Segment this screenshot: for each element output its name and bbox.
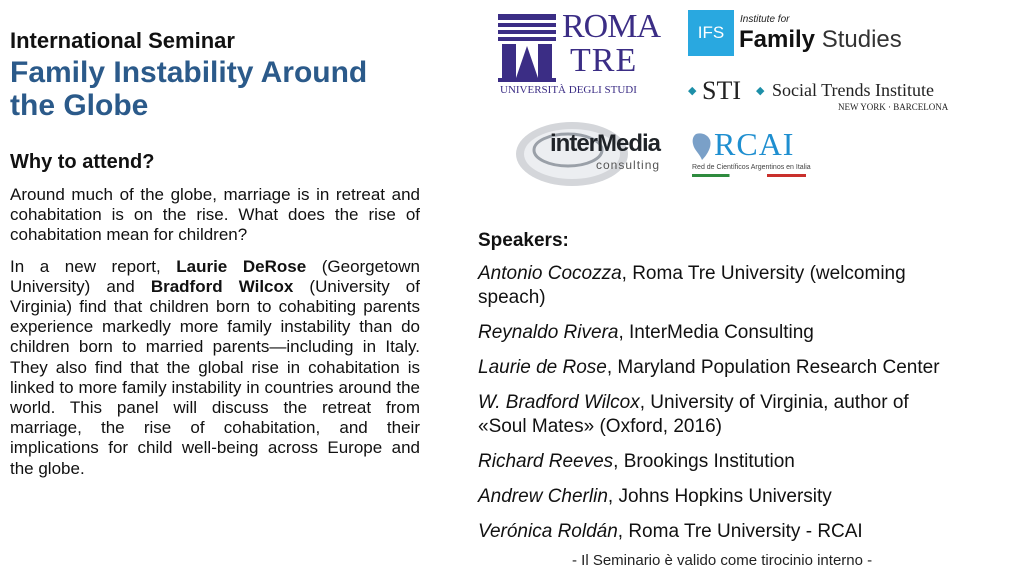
speakers-heading: Speakers: — [478, 230, 569, 251]
sti-sub: NEW YORK · BARCELONA — [838, 102, 949, 112]
footnote: - Il Seminario è valido come tirocinio interno - — [572, 552, 873, 569]
seminar-kicker: International Seminar — [10, 28, 235, 53]
why-paragraph-2 — [10, 257, 420, 479]
why-paragraph-1: Around much of the globe, marriage is in retreat and cohabitation is on the rise. What does the rise of cohabitation mean for children? — [10, 185, 420, 245]
roma-tre-emblem-icon — [498, 14, 558, 82]
sti-mark: STI — [702, 76, 741, 105]
speaker-affiliation-cont: speach) — [478, 287, 546, 308]
roma-tre-logo — [498, 8, 661, 102]
speaker-name: W. Bradford Wilcox — [478, 392, 640, 413]
ifs-studies: Studies — [815, 26, 902, 53]
speaker-affiliation: , Brookings Institution — [613, 451, 795, 472]
author-derose: Laurie DeRose — [176, 256, 307, 276]
ifs-name — [739, 26, 902, 54]
speaker-name: Reynaldo Rivera — [478, 322, 619, 343]
speaker-item — [478, 391, 1018, 439]
sti-dot-right-icon: ◆ — [756, 85, 765, 97]
roma-tre-sub: UNIVERSITÀ DEGLI STUDI — [500, 84, 637, 96]
para2-intro: In a new report, — [10, 256, 177, 276]
roma-tre-line2: TRE — [570, 42, 638, 79]
sponsor-logos — [490, 8, 990, 198]
intermedia-sub: consulting — [596, 158, 661, 172]
ifs-mark: IFS — [688, 10, 734, 56]
derose-affiliation: (Georgetown University) and — [10, 256, 421, 296]
ifs-logo — [688, 10, 908, 66]
roma-tre-line1: ROMA — [562, 8, 661, 45]
author-wilcox: Bradford Wilcox — [150, 276, 294, 296]
speaker-item — [478, 485, 1018, 509]
intermedia-name: interMedia — [550, 130, 661, 157]
speaker-name: Laurie de Rose — [478, 357, 607, 378]
speaker-item — [478, 450, 1018, 474]
speaker-name: Antonio Cocozza — [478, 263, 622, 284]
speaker-affiliation: , Roma Tre University - RCAI — [617, 521, 863, 542]
sti-name: Social Trends Institute — [772, 80, 935, 100]
sti-logo — [688, 78, 968, 118]
speaker-item — [478, 356, 1018, 380]
speaker-name: Andrew Cherlin — [478, 486, 608, 507]
rcai-name: RCAI — [714, 126, 795, 162]
speaker-name: Richard Reeves — [478, 451, 614, 472]
speaker-affiliation-cont: «Soul Mates» (Oxford, 2016) — [478, 416, 722, 437]
speakers-section — [478, 229, 1018, 555]
title-line-1: Family Instability Around — [10, 56, 368, 89]
title-line-2: the Globe — [10, 89, 149, 122]
speaker-item — [478, 262, 1018, 310]
speaker-affiliation: , Johns Hopkins University — [607, 486, 832, 507]
speaker-affiliation: , Roma Tre University (welcoming — [621, 263, 906, 284]
speaker-item — [478, 520, 1018, 544]
speaker-item — [478, 321, 1018, 345]
left-column — [10, 28, 420, 479]
ifs-small: Institute for — [740, 14, 790, 25]
speaker-affiliation: , Maryland Population Research Center — [606, 357, 940, 378]
intermedia-logo — [514, 116, 674, 192]
why-heading: Why to attend? — [10, 151, 155, 173]
sti-dot-left-icon: ◆ — [688, 85, 697, 97]
ifs-family: Family — [739, 26, 816, 53]
rcai-map-icon — [690, 132, 716, 162]
rcai-logo — [690, 126, 830, 186]
rcai-flag-bar — [692, 174, 806, 177]
speaker-affiliation: , InterMedia Consulting — [618, 322, 814, 343]
rcai-sub: Red de Científicos Argentinos en Italia — [692, 164, 811, 171]
speaker-affiliation: , University of Virginia, author of — [639, 392, 909, 413]
para2-rest: (University of Virginia) find that children born to cohabiting parents experience markedly more family instability than do children born to married parents—including in Italy. They also find that the global rise in cohabitation is linked to more family instability in countries around the world. This panel will discuss the retreat from marriage, the rise of cohabitation, and their implications for child well-being across Europe and the globe. — [10, 276, 420, 478]
seminar-title — [10, 56, 420, 122]
speaker-name: Verónica Roldán — [478, 521, 618, 542]
